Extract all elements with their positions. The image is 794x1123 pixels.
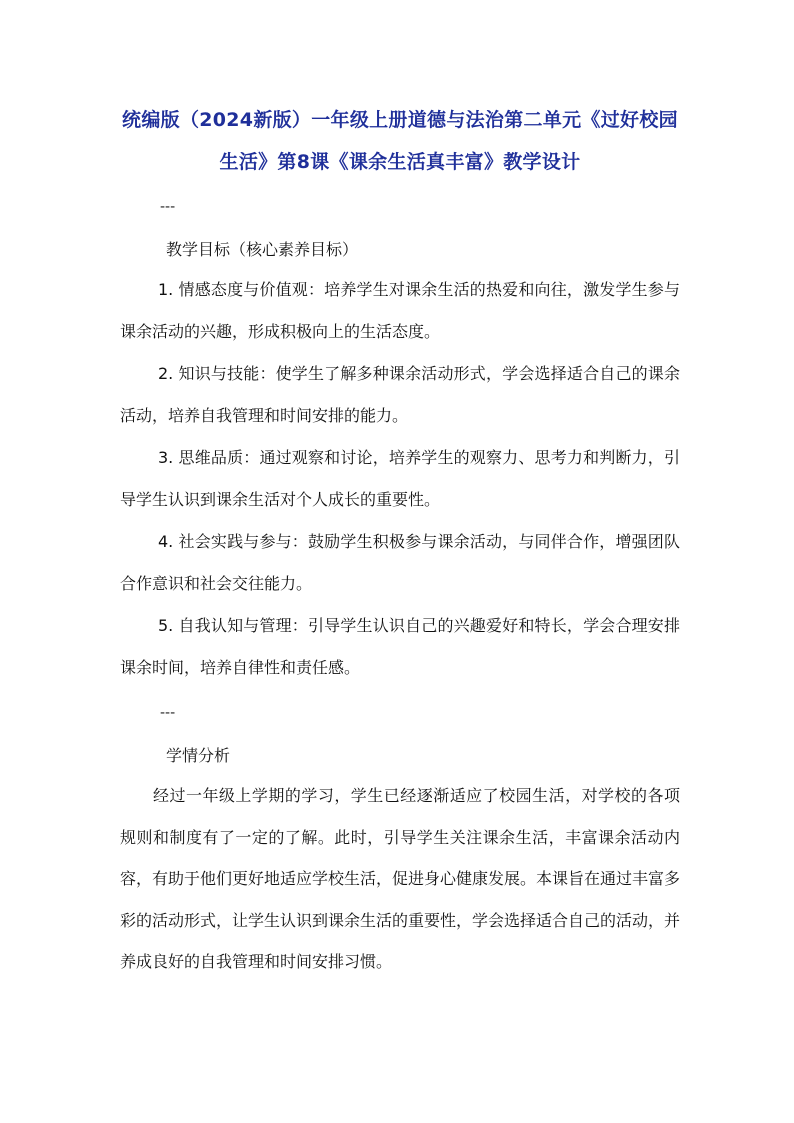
- document-content: [120, 99, 680, 983]
- analysis-section: [120, 737, 680, 983]
- objective-item: 4. 社会实践与参与：鼓励学生积极参与课余活动，与同伴合作，增强团队合作意识和社会交往能力。: [120, 532, 680, 593]
- objective-item: 3. 思维品质：通过观察和讨论，培养学生的观察力、思考力和判断力，引导学生认识到课余生活对个人成长的重要性。: [120, 448, 680, 509]
- objective-item: 1. 情感态度与价值观：培养学生对课余生活的热爱和向往，激发学生参与课余活动的兴趣，形成积极向上的生活态度。: [120, 280, 680, 341]
- section-separator: ---: [160, 199, 176, 215]
- objectives-section: [120, 231, 680, 689]
- document-title: 统编版（2024新版）一年级上册道德与法治第二单元《过好校园生活》第8课《课余生活真丰富》教学设计: [122, 109, 678, 173]
- objective-item: 2. 知识与技能：使学生了解多种课余活动形式，学会选择适合自己的课余活动，培养自我管理和时间安排的能力。: [120, 364, 680, 425]
- objectives-heading: 教学目标（核心素养目标）: [166, 240, 359, 259]
- section-separator: ---: [160, 705, 176, 721]
- analysis-paragraph: 经过一年级上学期的学习，学生已经逐渐适应了校园生活，对学校的各项规则和制度有了一定的了解。此时，引导学生关注课余生活，丰富课余活动内容，有助于他们更好地适应学校生活，促进身心健康发展。本课旨在通过丰富多彩的活动形式，让学生认识到课余生活的重要性，学会选择适合自己的活动，并养成良好的自我管理和时间安排习惯。: [120, 786, 681, 971]
- objectives-list: [120, 269, 680, 689]
- objective-item: 5. 自我认知与管理：引导学生认识自己的兴趣爱好和特长，学会合理安排课余时间，培养自律性和责任感。: [120, 616, 680, 677]
- analysis-heading: 学情分析: [166, 746, 231, 765]
